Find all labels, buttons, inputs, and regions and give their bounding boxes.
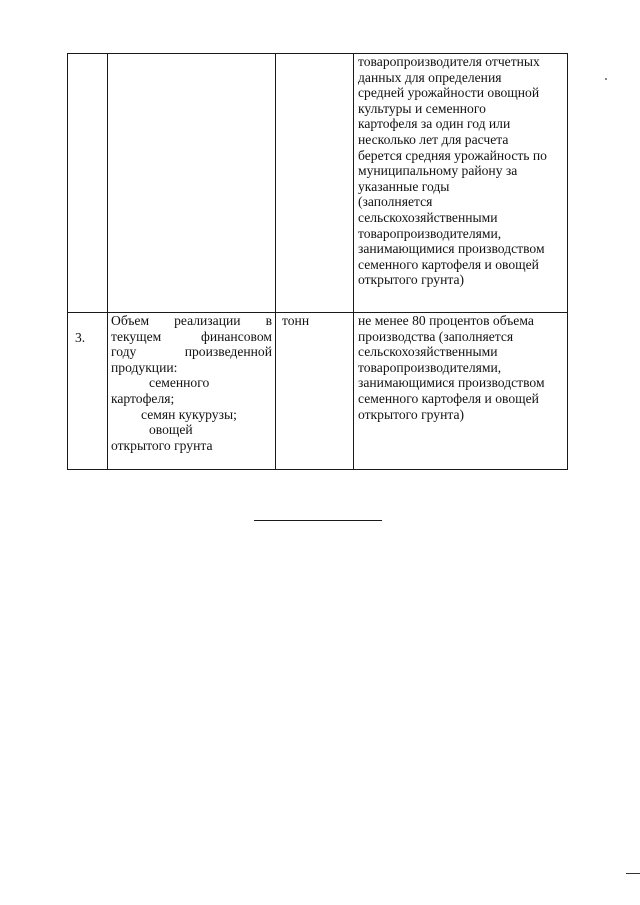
indicator-name-line: открытого грунта xyxy=(111,437,213,453)
conditions-line: занимающимися производством xyxy=(358,241,545,257)
conditions-line: сельскохозяйственными xyxy=(358,209,498,225)
page-corner-mark xyxy=(626,873,640,874)
conditions-cell xyxy=(354,313,568,470)
unit-cell xyxy=(276,54,354,313)
unit-text: тонн xyxy=(282,313,310,328)
conditions-line: берется средняя урожайность по xyxy=(358,147,547,163)
indicator-name-cell xyxy=(108,313,276,470)
conditions-line: открытого грунта) xyxy=(358,272,465,288)
indicator-name-line: Объем реализации в xyxy=(111,313,272,328)
conditions-line: семенного картофеля и овощей xyxy=(358,390,539,406)
conditions-line: картофеля за один год или xyxy=(358,116,511,132)
conditions-line: муниципальному району за xyxy=(358,163,518,179)
conditions-line: товаропроизводителями, xyxy=(358,225,502,241)
conditions-line: указанные годы xyxy=(358,178,450,194)
indicator-name-line: году произведенной xyxy=(111,344,272,360)
indicators-table xyxy=(67,53,568,470)
conditions-line: (заполняется xyxy=(358,194,433,210)
table-row-3 xyxy=(68,313,568,470)
indicator-name-cell xyxy=(108,54,276,313)
conditions-line: открытого грунта) xyxy=(358,406,465,422)
conditions-line: культуры и семенного xyxy=(358,100,486,116)
end-of-document-rule xyxy=(254,520,382,521)
conditions-line: товаропроизводителя отчетных xyxy=(358,54,540,69)
conditions-line: средней урожайности овощной xyxy=(358,85,540,101)
conditions-line: производства (заполняется xyxy=(358,328,514,344)
conditions-line: данных для определения xyxy=(358,69,502,85)
indicator-name-line: овощей xyxy=(149,422,193,438)
conditions-line: сельскохозяйственными xyxy=(358,344,498,360)
indicator-name-line: семян кукурузы; xyxy=(141,406,237,422)
conditions-line: семенного картофеля и овощей xyxy=(358,256,539,272)
indicator-name-line: текущем финансовом xyxy=(111,328,272,344)
conditions-cell xyxy=(354,54,568,313)
indicator-name-line: продукции: xyxy=(111,359,178,375)
table-row-continuation xyxy=(68,54,568,313)
conditions-line: занимающимися производством xyxy=(358,375,545,391)
number-cell xyxy=(68,54,108,313)
row-number: 3. xyxy=(75,330,86,345)
conditions-line: не менее 80 процентов объема xyxy=(358,313,534,328)
scan-speck xyxy=(605,78,607,80)
conditions-line: несколько лет для расчета xyxy=(358,131,509,147)
indicator-name-line: картофеля; xyxy=(111,390,175,406)
number-cell xyxy=(68,313,108,470)
unit-cell xyxy=(276,313,354,470)
conditions-line: товаропроизводителями, xyxy=(358,359,502,375)
indicator-name-line: семенного xyxy=(149,375,210,391)
